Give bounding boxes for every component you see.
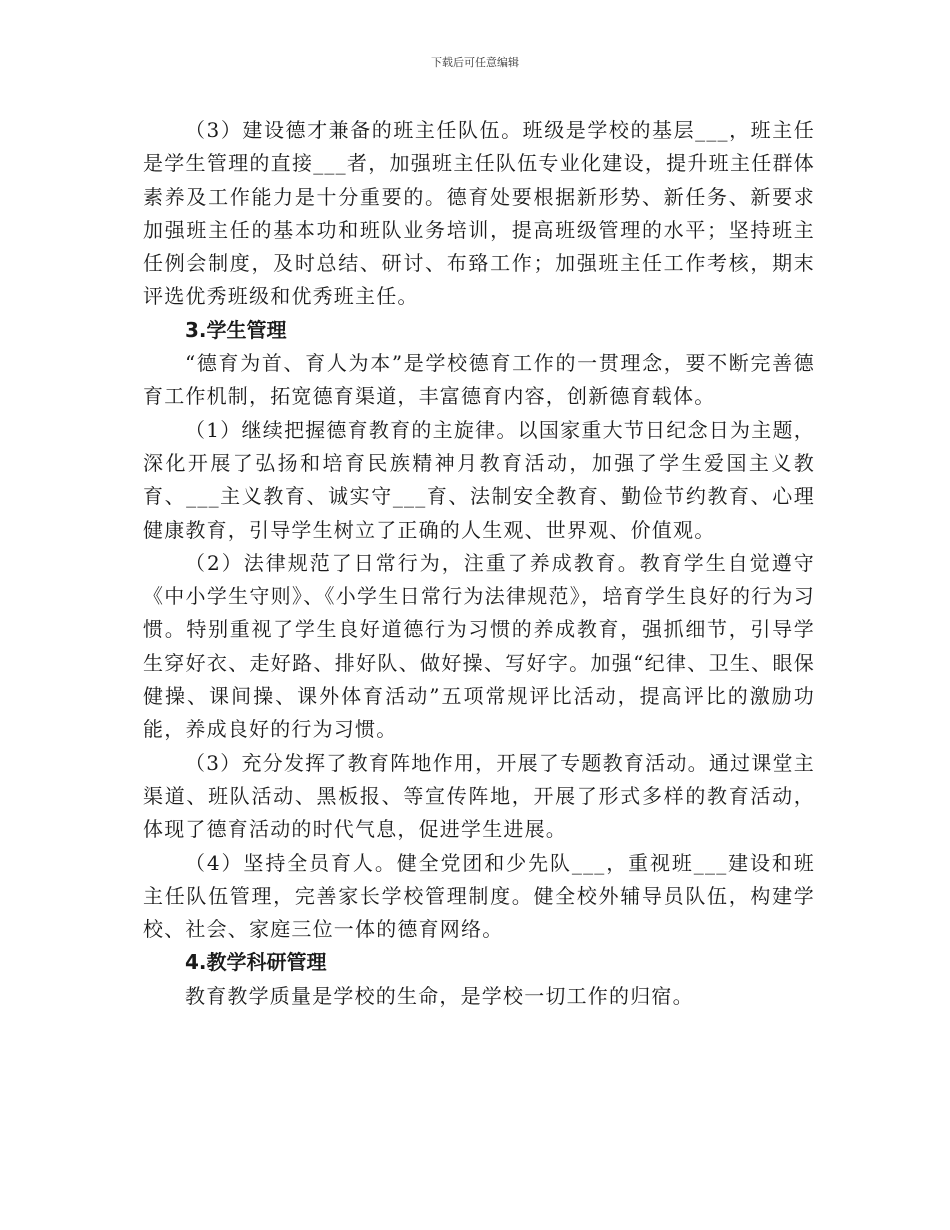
paragraph-main-theme: （1）继续把握德育教育的主旋律。以国家重大节日纪念日为主题，深化开展了弘扬和培育民族精神月教育活动，加强了学生爱国主义教育、___主义教育、诚实守___育、法制安全教育、勤俭节约教育、心理健康教育，引导学生树立了正确的人生观、世界观、价值观。 <box>143 417 815 542</box>
paragraph-class-teacher-team: （3）建设德才兼备的班主任队伍。班级是学校的基层___，班主任是学生管理的直接___者，加强班主任队伍专业化建设，提升班主任群体素养及工作能力是十分重要的。德育处要根据新形势、新任务、新要求加强班主任的基本功和班队业务培训，提高班级管理的水平；坚持班主任例会制度，及时总结、研讨、布臵工作；加强班主任工作考核，期末评选优秀班级和优秀班主任。 <box>143 118 815 309</box>
section-heading-student-management: 3.学生管理 <box>185 317 287 342</box>
section-heading-teaching-research: 4.教学科研管理 <box>185 950 327 975</box>
paragraph-all-staff-education: （4）坚持全员育人。健全党团和少先队___，重视班___建设和班主任队伍管理，完善家长学校管理制度。健全校外辅导员队伍，构建学校、社会、家庭三位一体的德育网络。 <box>143 850 815 942</box>
paragraph-daily-behavior: （2）法律规范了日常行为，注重了养成教育。教育学生自觉遵守《中小学生守则》、《小学生日常行为法律规范》，培育学生良好的行为习惯。特别重视了学生良好道德行为习惯的养成教育，强抓细节，引导学生穿好衣、走好路、排好队、做好操、写好字。加强“纪律、卫生、眼保健操、课间操、课外体育活动”五项常规评比活动，提高评比的激励功能，养成良好的行为习惯。 <box>143 550 815 742</box>
document-body <box>143 114 815 1013</box>
paragraph-teaching-quality: 教育教学质量是学校的生命，是学校一切工作的归宿。 <box>185 983 694 1008</box>
page-header: 下载后可任意编辑 <box>431 56 519 69</box>
paragraph-education-positions: （3）充分发挥了教育阵地作用，开展了专题教育活动。通过课堂主渠道、班队活动、黑板报、等宣传阵地，开展了形式多样的教育活动，体现了德育活动的时代气息，促进学生进展。 <box>143 750 815 842</box>
paragraph-moral-education-concept: “德育为首、育人为本”是学校德育工作的一贯理念，要不断完善德育工作机制，拓宽德育渠道，丰富德育内容，创新德育载体。 <box>143 351 815 409</box>
